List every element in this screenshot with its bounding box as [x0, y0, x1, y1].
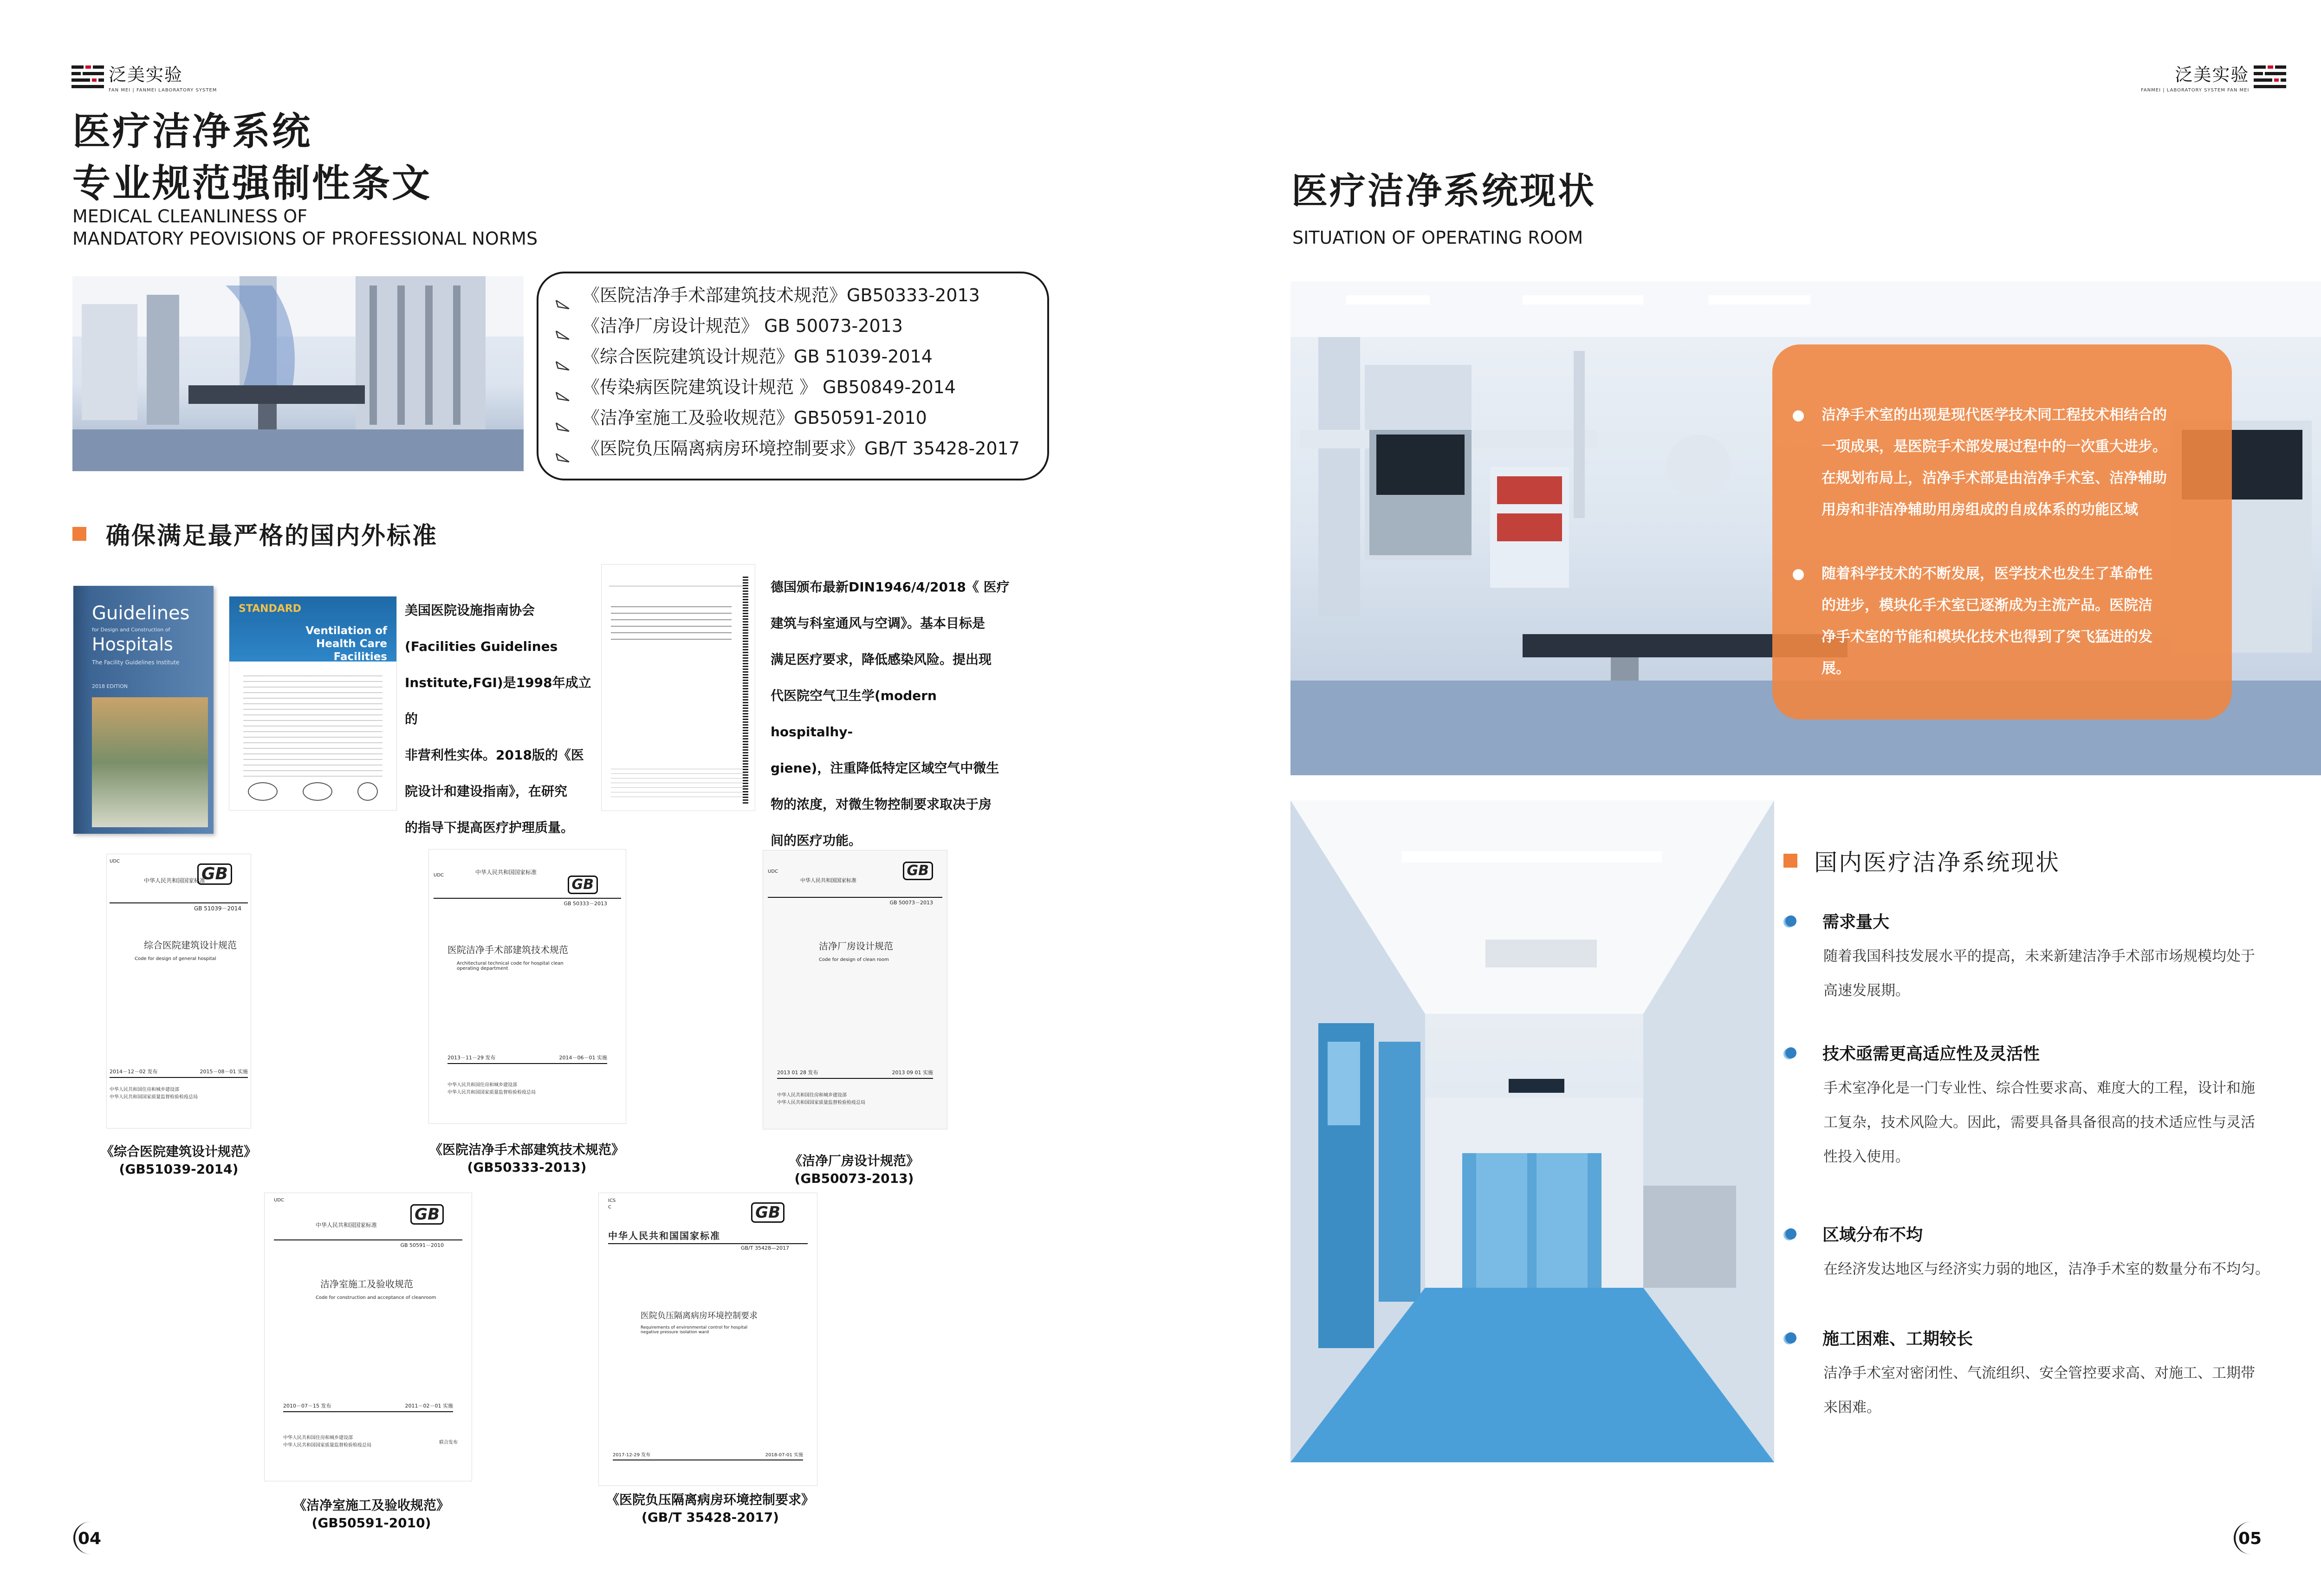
standard-text: 《洁净厂房设计规范》 GB 50073-2013	[582, 316, 903, 336]
gb-effective-date: 2014－06－01 实施	[559, 1055, 607, 1061]
gb-issuer-note: 联合发布	[439, 1440, 458, 1445]
status-line: 来困难。	[1823, 1399, 1881, 1416]
gb-title: 洁净室施工及验收规范	[320, 1278, 413, 1290]
cover-band-text: STANDARD	[239, 603, 302, 615]
gb-issuer-line: 中华人民共和国住房和城乡建设部	[110, 1087, 179, 1092]
din-line: 代医院空气卫生学(modern hospitalhy-	[771, 688, 937, 740]
pen-icon	[555, 289, 571, 301]
gb-doc-cover: UDC 中华人民共和国国家标准 GB GB 50333－2013 医院洁净手术部建筑技术规范 Architectural technical code for hospital clean operating department 2013－11－29 发布 2014－06－01 实施 中华人民共和国住房和城乡建设部 中华人民共和国国家质量监督检验检疫总局	[429, 850, 626, 1123]
status-title-text: 需求量大	[1822, 913, 1890, 932]
gb-issuer-line: 中华人民共和国国家质量监督检验检疫总局	[777, 1100, 865, 1105]
right-page-subtitle-en: SITUATION OF OPERATING ROOM	[1292, 227, 1583, 248]
status-line: 工复杂，技术风险大。因此，需要具备具备很高的技术适应性与灵活	[1823, 1114, 2255, 1131]
gb-title: 综合医院建筑设计规范	[144, 940, 237, 951]
intro-line: 的进步，模块化手术室已逐渐成为主流产品。医院洁	[1822, 597, 2152, 614]
bullet-dot-icon	[1785, 1047, 1796, 1058]
gb-issuer-line: 中华人民共和国国家质量监督检验检疫总局	[283, 1443, 371, 1448]
logo-mark-icon	[2254, 65, 2286, 89]
intro-line: 洁净手术室的出现是现代医学技术同工程技术相结合的	[1822, 407, 2167, 423]
section-header-standards	[72, 516, 438, 551]
fgi-line: 院设计和建设指南》，在研究	[405, 784, 568, 799]
corridor-illustration	[1290, 800, 1774, 1462]
status-line: 随着我国科技发展水平的提高，未来新建洁净手术部市场规模均处于	[1823, 948, 2255, 965]
status-line: 洁净手术室对密闭性、气流组织、安全管控要求高、对施工、工期带	[1823, 1365, 2255, 1382]
gb-number: GB/T 35428—2017	[741, 1245, 789, 1251]
section-header-status	[1783, 844, 2060, 877]
book-subtitle: Hospitals	[92, 634, 173, 655]
pen-icon	[555, 442, 571, 454]
section-square-icon	[72, 527, 86, 541]
caption-line: (GB50333-2013)	[467, 1160, 587, 1175]
gb-title-en: Requirements of environmental control for hospital negative pressure isolation ward	[641, 1325, 748, 1335]
gb-header: 中华人民共和国国家标准	[475, 869, 537, 876]
pen-icon	[555, 381, 571, 393]
logo-subtitle: FAN MEI | FANMEI LABORATORY SYSTEM	[109, 88, 217, 93]
gb-issuer-line: 中华人民共和国住房和城乡建设部	[777, 1093, 847, 1098]
gb-title: 医院负压隔离病房环境控制要求	[641, 1311, 758, 1321]
gb-number: GB 50591－2010	[400, 1242, 444, 1248]
intro-line: 用房和非洁净辅助用房组成的自成体系的功能区域	[1822, 501, 2138, 518]
intro-card	[1772, 344, 2232, 720]
standard-item	[555, 433, 1020, 464]
logo-mark-icon	[71, 65, 104, 89]
din-document-page	[602, 564, 755, 811]
brand-logo-right	[2141, 60, 2286, 93]
gb-number: GB 50073－2013	[889, 900, 933, 906]
gb-issuer-line: 中华人民共和国国家质量监督检验检疫总局	[447, 1090, 536, 1095]
section-title: 确保满足最严格的国内外标准	[106, 522, 438, 550]
guidelines-book-cover	[73, 586, 214, 834]
gb-title: 洁净厂房设计规范	[819, 941, 893, 952]
pen-icon	[555, 412, 571, 424]
gb-mark-icon: GB	[903, 862, 934, 880]
status-item-text	[1785, 1071, 2305, 1174]
title-line-1: 医疗洁净系统	[72, 110, 312, 154]
gb-title-en: Code for design of general hospital	[135, 956, 216, 961]
gb-release-date: 2010－07－15 发布	[283, 1403, 331, 1409]
status-title-text: 技术亟需更高适应性及灵活性	[1822, 1045, 2040, 1064]
status-item-text	[1785, 1356, 2305, 1425]
gb-release-date: 2014－12－02 发布	[110, 1069, 158, 1075]
book-edition: 2018 EDITION	[92, 683, 128, 689]
gb-doc-cover: UDC 中华人民共和国国家标准 GB GB 51039－2014 综合医院建筑设计规范 Code for design of general hospital 2014－12－02 发布 2015－08－01 实施 中华人民共和国住房和城乡建设部 中华人民共和国国家质量监督检验检疫总局	[107, 854, 251, 1128]
status-line: 在经济发达地区与经济实力弱的地区，洁净手术室的数量分布不均匀。	[1823, 1261, 2269, 1278]
book-small-text: for Design and Construction of	[92, 627, 170, 633]
page-title	[72, 106, 432, 210]
gb-header: 中华人民共和国国家标准	[144, 877, 206, 884]
gb-header: 中华人民共和国国家标准	[316, 1222, 377, 1228]
caption-line: 《医院洁净手术部建筑技术规范》	[429, 1142, 624, 1157]
gb-number: GB 51039－2014	[194, 905, 241, 912]
gb-issuer-line: 中华人民共和国住房和城乡建设部	[283, 1435, 353, 1440]
caption-line: (GB50591-2010)	[311, 1515, 431, 1531]
gb-mark-icon: GB	[410, 1204, 444, 1225]
bullet-dot-icon	[1785, 915, 1796, 927]
book-title: Guidelines	[92, 603, 190, 624]
page-number-left	[73, 1520, 110, 1557]
status-title-text: 区域分布不均	[1822, 1226, 1923, 1245]
cover-fine-print	[243, 675, 383, 778]
gb-mark-icon: GB	[568, 876, 598, 894]
standard-text: 《医院洁净手术部建筑技术规范》GB50333-2013	[582, 285, 980, 305]
intro-line: 展。	[1822, 660, 1850, 677]
gb-number: GB 50333－2013	[564, 901, 607, 907]
intro-line: 在规划布局上，洁净手术部是由洁净手术室、洁净辅助	[1822, 470, 2167, 487]
logo-name: 泛美实验	[109, 65, 183, 85]
gb-title-en: Code for construction and acceptance of cleanroom	[316, 1295, 436, 1300]
status-item	[1785, 1041, 2305, 1174]
gb-title: 医院洁净手术部建筑技术规范	[447, 944, 568, 955]
din-line: 间的医疗功能。	[771, 833, 862, 848]
gb-doc-cover: ICS C GB 中华人民共和国国家标准 GB/T 35428—2017 医院负压隔离病房环境控制要求 Requirements of environmental control for hospital negative pressure isolation ward 2017-12-29 发布 2018-07-01 实施	[599, 1193, 817, 1486]
page-subtitle-en	[72, 205, 538, 250]
gb-caption	[594, 1491, 826, 1526]
operating-room-photo	[72, 276, 524, 471]
din-line: 物的浓度，对微生物控制要求取决于房	[771, 797, 992, 812]
intro-line: 净手术室的节能和模块化技术也得到了突飞猛进的发	[1822, 629, 2152, 645]
intro-text	[1822, 399, 2167, 526]
gb-title-en: Code for design of clean room	[819, 957, 889, 962]
caption-line: 《综合医院建筑设计规范》	[100, 1144, 257, 1159]
intro-text	[1822, 558, 2152, 684]
standard-item	[555, 341, 1020, 372]
bullet-dot-icon	[1793, 569, 1804, 580]
cover-logos	[248, 782, 378, 801]
cover-band	[229, 597, 396, 662]
standard-text: 《综合医院建筑设计规范》GB 51039-2014	[582, 346, 933, 367]
gb-caption	[413, 1141, 641, 1176]
status-item	[1785, 1222, 2305, 1286]
din-line: 德国颁布最新DIN1946/4/2018《 医疗	[771, 579, 1010, 595]
pen-icon	[555, 320, 571, 332]
logo-name: 泛美实验	[2175, 65, 2250, 85]
status-item-text	[1785, 939, 2305, 1008]
gb-release-date: 2013 01 28 发布	[777, 1070, 818, 1076]
clean-corridor-photo	[1290, 800, 1774, 1462]
standard-item	[555, 311, 1020, 341]
section-square-icon	[1783, 854, 1797, 868]
status-line: 手术室净化是一门专业性、综合性要求高、难度大的工程，设计和施	[1823, 1080, 2255, 1096]
intro-item	[1793, 399, 2213, 526]
din-line: giene)，注重降低特定区域空气中微生	[771, 760, 999, 776]
gb-doc-cover: UDC 中华人民共和国国家标准 GB GB 50073－2013 洁净厂房设计规范 Code for design of clean room 2013 01 28 发布 2013 09 01 实施 中华人民共和国住房和城乡建设部 中华人民共和国国家质量监督检验检疫总局	[763, 850, 947, 1129]
bullet-dot-icon	[1785, 1332, 1796, 1343]
fgi-line: 非营利性实体。2018版的《医	[405, 747, 584, 763]
gb-effective-date: 2011－02－01 实施	[405, 1403, 453, 1409]
operating-room-illustration	[72, 276, 524, 471]
brand-logo	[71, 60, 217, 93]
caption-line: (GB50073-2013)	[794, 1171, 914, 1186]
fgi-line: 的指导下提高医疗护理质量。	[405, 820, 574, 835]
status-title-text: 施工困难、工期较长	[1822, 1330, 1973, 1349]
status-item	[1785, 909, 2305, 1008]
page-number-text: 04	[78, 1529, 102, 1548]
standard-text: 《洁净室施工及验收规范》GB50591-2010	[582, 408, 927, 428]
intro-line: 随着科学技术的不断发展，医学技术也发生了革命性	[1822, 565, 2152, 582]
cover-title: Ventilation of Health Care Facilities	[305, 625, 387, 663]
intro-item	[1793, 558, 2213, 684]
status-item-text	[1785, 1252, 2305, 1286]
gb-mark-icon: GB	[751, 1202, 784, 1223]
subtitle-en-line-2: MANDATORY PEOVISIONS OF PROFESSIONAL NORMS	[72, 228, 538, 249]
gb-title-en: Architectural technical code for hospital clean operating department	[457, 961, 564, 971]
gb-issuer	[283, 1434, 371, 1449]
right-page-title: 医疗洁净系统现状	[1291, 170, 1596, 212]
caption-line: 《医院负压隔离病房环境控制要求》	[606, 1492, 814, 1507]
fgi-line: 美国医院设施指南协会	[405, 603, 535, 618]
bullet-dot-icon	[1785, 1228, 1796, 1239]
gb-issuer	[777, 1092, 865, 1107]
ventilation-standard-cover	[229, 597, 396, 810]
gb-header-large: 中华人民共和国国家标准	[608, 1230, 720, 1241]
gb-caption	[761, 1152, 947, 1187]
gb-mark-icon: GB	[197, 863, 232, 885]
din-line: 建筑与科室通风与空调》。基本目标是	[771, 616, 985, 631]
caption-line: 《洁净厂房设计规范》	[789, 1153, 919, 1168]
status-item-title	[1785, 909, 2305, 933]
intro-card-content	[1793, 399, 2213, 684]
logo-subtitle: FANMEI | LABORATORY SYSTEM FAN MEI	[2141, 88, 2250, 93]
page-number-text: 05	[2238, 1529, 2262, 1548]
pen-icon	[555, 350, 571, 363]
gb-header: 中华人民共和国国家标准	[800, 877, 856, 883]
gb-doc-cover: UDC 中华人民共和国国家标准 GB GB 50591－2010 洁净室施工及验收规范 Code for construction and acceptance of cleanroom 2010－07－15 发布 2011－02－01 实施 中华人民共和国住房和城乡建设部 中华人民共和国国家质量监督检验检疫总局 联合发布	[265, 1193, 472, 1481]
status-item-title	[1785, 1041, 2305, 1064]
fgi-line: Institute,FGI)是1998年成立的	[405, 675, 591, 727]
gb-effective-date: 2015－08－01 实施	[200, 1069, 248, 1075]
standard-text: 《医院负压隔离病房环境控制要求》GB/T 35428-2017	[582, 438, 1020, 459]
status-line: 高速发展期。	[1823, 982, 1910, 999]
fgi-line: (Facilities Guidelines	[405, 639, 558, 654]
gb-caption	[93, 1143, 265, 1178]
gb-effective-date: 2013 09 01 实施	[892, 1070, 933, 1076]
bullet-dot-icon	[1793, 410, 1804, 422]
standards-list-box	[537, 272, 1049, 480]
caption-line: (GB51039-2014)	[119, 1161, 239, 1177]
fgi-description	[405, 592, 600, 846]
standard-item	[555, 402, 1020, 433]
gb-issuer-line: 中华人民共和国住房和城乡建设部	[447, 1083, 517, 1088]
caption-line: (GB/T 35428-2017)	[642, 1510, 779, 1525]
status-line: 性投入使用。	[1823, 1148, 1910, 1165]
book-photo	[92, 697, 208, 827]
gb-issuer	[110, 1086, 198, 1101]
status-item-title	[1785, 1222, 2305, 1246]
page-number-right	[2234, 1520, 2271, 1557]
din-line: 满足医疗要求，降低感染风险。提出现	[771, 652, 992, 667]
din-description	[771, 569, 1012, 859]
standard-text: 《传染病医院建筑设计规范 》 GB50849-2014	[582, 377, 956, 397]
intro-line: 一项成果，是医院手术部发展过程中的一次重大进步。	[1822, 438, 2167, 455]
standard-item	[555, 372, 1020, 402]
gb-issuer-line: 中华人民共和国国家质量监督检验检疫总局	[110, 1095, 198, 1100]
gb-release-date: 2017-12-29 发布	[613, 1453, 651, 1458]
gb-caption	[279, 1497, 464, 1532]
gb-release-date: 2013－11－29 发布	[447, 1055, 496, 1061]
book-publisher: The Facility Guidelines Institute	[92, 659, 180, 666]
status-item	[1785, 1326, 2305, 1425]
title-line-2: 专业规范强制性条文	[72, 162, 432, 206]
section-title: 国内医疗洁净系统现状	[1814, 849, 2060, 876]
caption-line: 《洁净室施工及验收规范》	[293, 1498, 449, 1513]
subtitle-en-line-1: MEDICAL CLEANLINESS OF	[72, 206, 308, 227]
status-item-title	[1785, 1326, 2305, 1349]
gb-effective-date: 2018-07-01 实施	[765, 1453, 803, 1458]
gb-issuer	[447, 1082, 536, 1096]
standard-item	[555, 280, 1020, 311]
